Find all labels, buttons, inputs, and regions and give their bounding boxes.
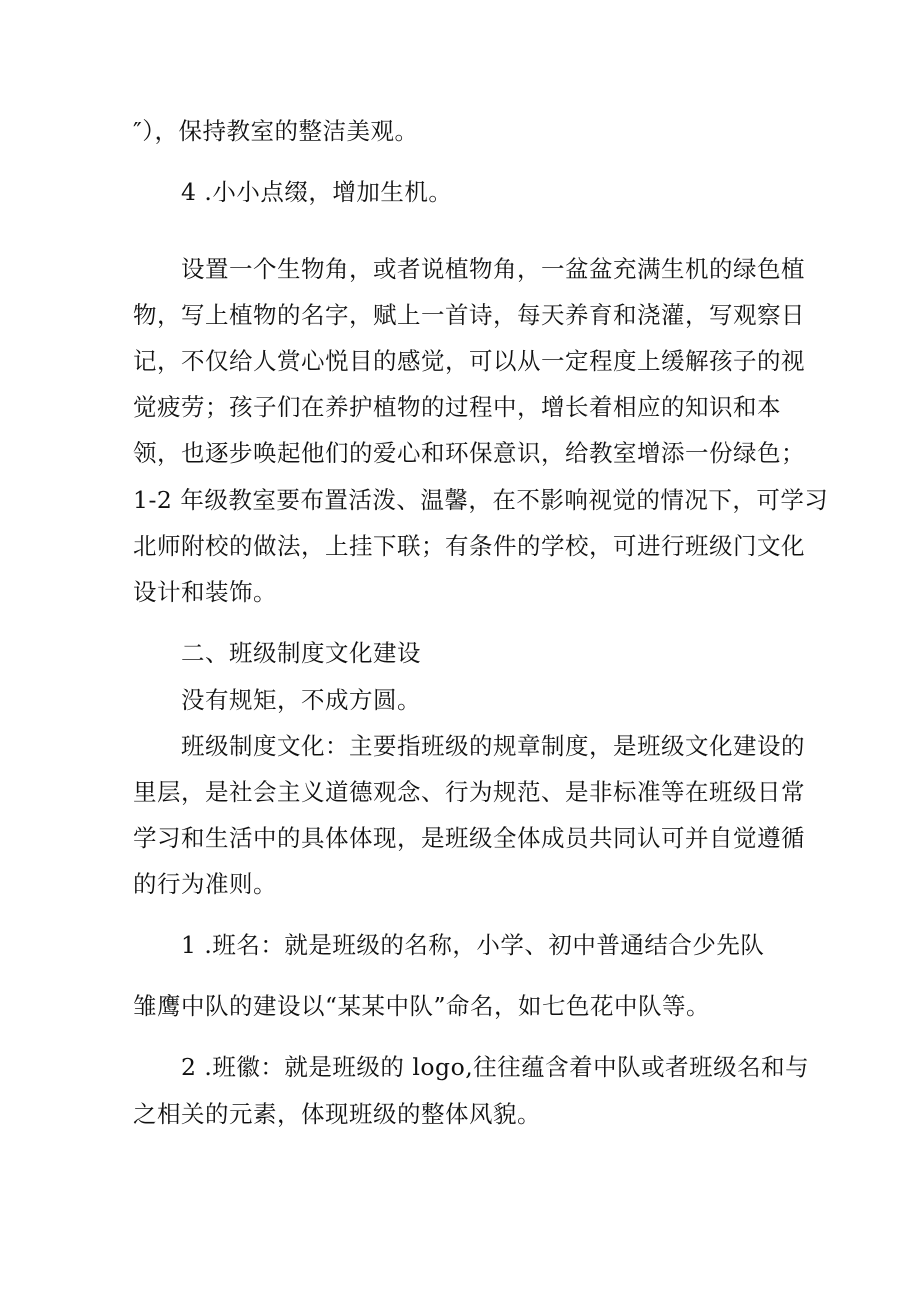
list-item-heading: 2 .班徽：就是班级的 logo,往往蕴含着中队或者班级名和与 bbox=[181, 1053, 810, 1081]
text-line: ″），保持教室的整洁美观。 bbox=[133, 117, 419, 145]
list-item-heading: 1 .班名：就是班级的名称，小学、初中普通结合少先队 bbox=[181, 931, 765, 959]
text-line: 1-2 年级教室要布置活泼、温馨，在不影响视觉的情况下，可学习 bbox=[133, 486, 829, 514]
text-line: 记，不仅给人赏心悦目的感觉，可以从一定程度上缓解孩子的视 bbox=[133, 347, 805, 375]
text-line: 设计和装饰。 bbox=[133, 578, 277, 606]
text-line: 没有规矩，不成方圆。 bbox=[181, 686, 421, 714]
text-line: 学习和生活中的具体体现，是班级全体成员共同认可并自觉遵循 bbox=[133, 824, 805, 852]
text-line: 雏鹰中队的建设以“某某中队”命名，如七色花中队等。 bbox=[133, 992, 711, 1020]
text-line: 领，也逐步唤起他们的爱心和环保意识，给教室增添一份绿色； bbox=[133, 439, 805, 467]
text-line: 设置一个生物角，或者说植物角，一盆盆充满生机的绿色植 bbox=[181, 255, 805, 283]
text-line: 里层，是社会主义道德观念、行为规范、是非标准等在班级日常 bbox=[133, 778, 805, 806]
text-line: 之相关的元素，体现班级的整体风貌。 bbox=[133, 1100, 541, 1128]
text-line: 的行为准则。 bbox=[133, 870, 277, 898]
section-heading: 二、班级制度文化建设 bbox=[181, 639, 421, 667]
text-line: 觉疲劳；孩子们在养护植物的过程中，增长着相应的知识和本 bbox=[133, 393, 781, 421]
text-line: 北师附校的做法，上挂下联；有条件的学校，可进行班级门文化 bbox=[133, 532, 805, 560]
list-item-heading: 4 .小小点缀，增加生机。 bbox=[181, 178, 453, 206]
text-line: 物，写上植物的名字，赋上一首诗，每天养育和浇灌，写观察日 bbox=[133, 301, 805, 329]
text-line: 班级制度文化：主要指班级的规章制度，是班级文化建设的 bbox=[181, 732, 805, 760]
